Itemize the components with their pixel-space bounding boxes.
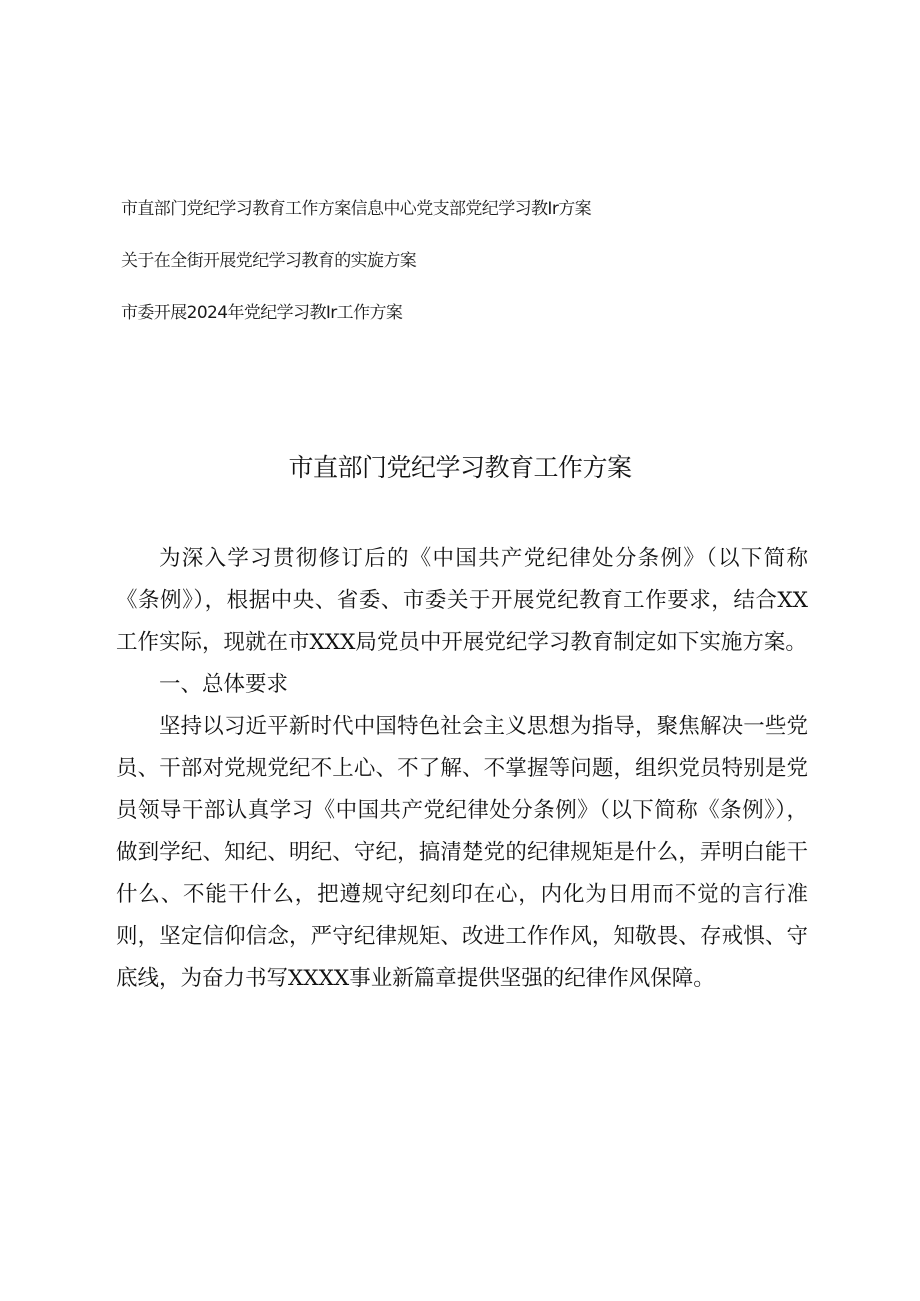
document-title: 市直部门党纪学习教育工作方案	[288, 453, 632, 482]
section-paragraph: 坚持以习近平新时代中国特色社会主义思想为指导，聚焦解决一些党员、干部对党规党纪不上心、不了解、不掌握等问题，组织党员特别是党员领导干部认真学习《中国共产党纪律处分条例》（以下简称《条例》），做到学纪、知纪、明纪、守纪，搞清楚党的纪律规矩是什么，弄明白能干什么、不能干什么，把遵规守纪刻印在心，内化为日用而不觉的言行准则，坚定信仰信念，严守纪律规矩、改进工作作风，知敬畏、存戒惧、守底线，为奋力书写XXXX事业新篇章提供坚强的纪律作风保障。	[116, 714, 808, 991]
contents-list	[121, 196, 801, 352]
intro-paragraph: 为深入学习贯彻修订后的《中国共产党纪律处分条例》（以下简称《条例》），根据中央、省委、市委关于开展党纪教育工作要求，结合XX工作实际，现就在市XXX局党员中开展党纪学习教育制定如下实施方案。	[116, 546, 808, 655]
contents-item: 市委开展2024年党纪学习教Ir工作方案	[121, 303, 403, 323]
document-body	[116, 538, 808, 1000]
contents-item: 关于在全街开展党纪学习教育的实旋方案	[121, 251, 417, 271]
section-heading: 一、总体要求	[159, 672, 289, 697]
contents-item: 市直部门党纪学习教育工作方案信息中心党支部党纪学习教Ir方案	[121, 199, 592, 219]
